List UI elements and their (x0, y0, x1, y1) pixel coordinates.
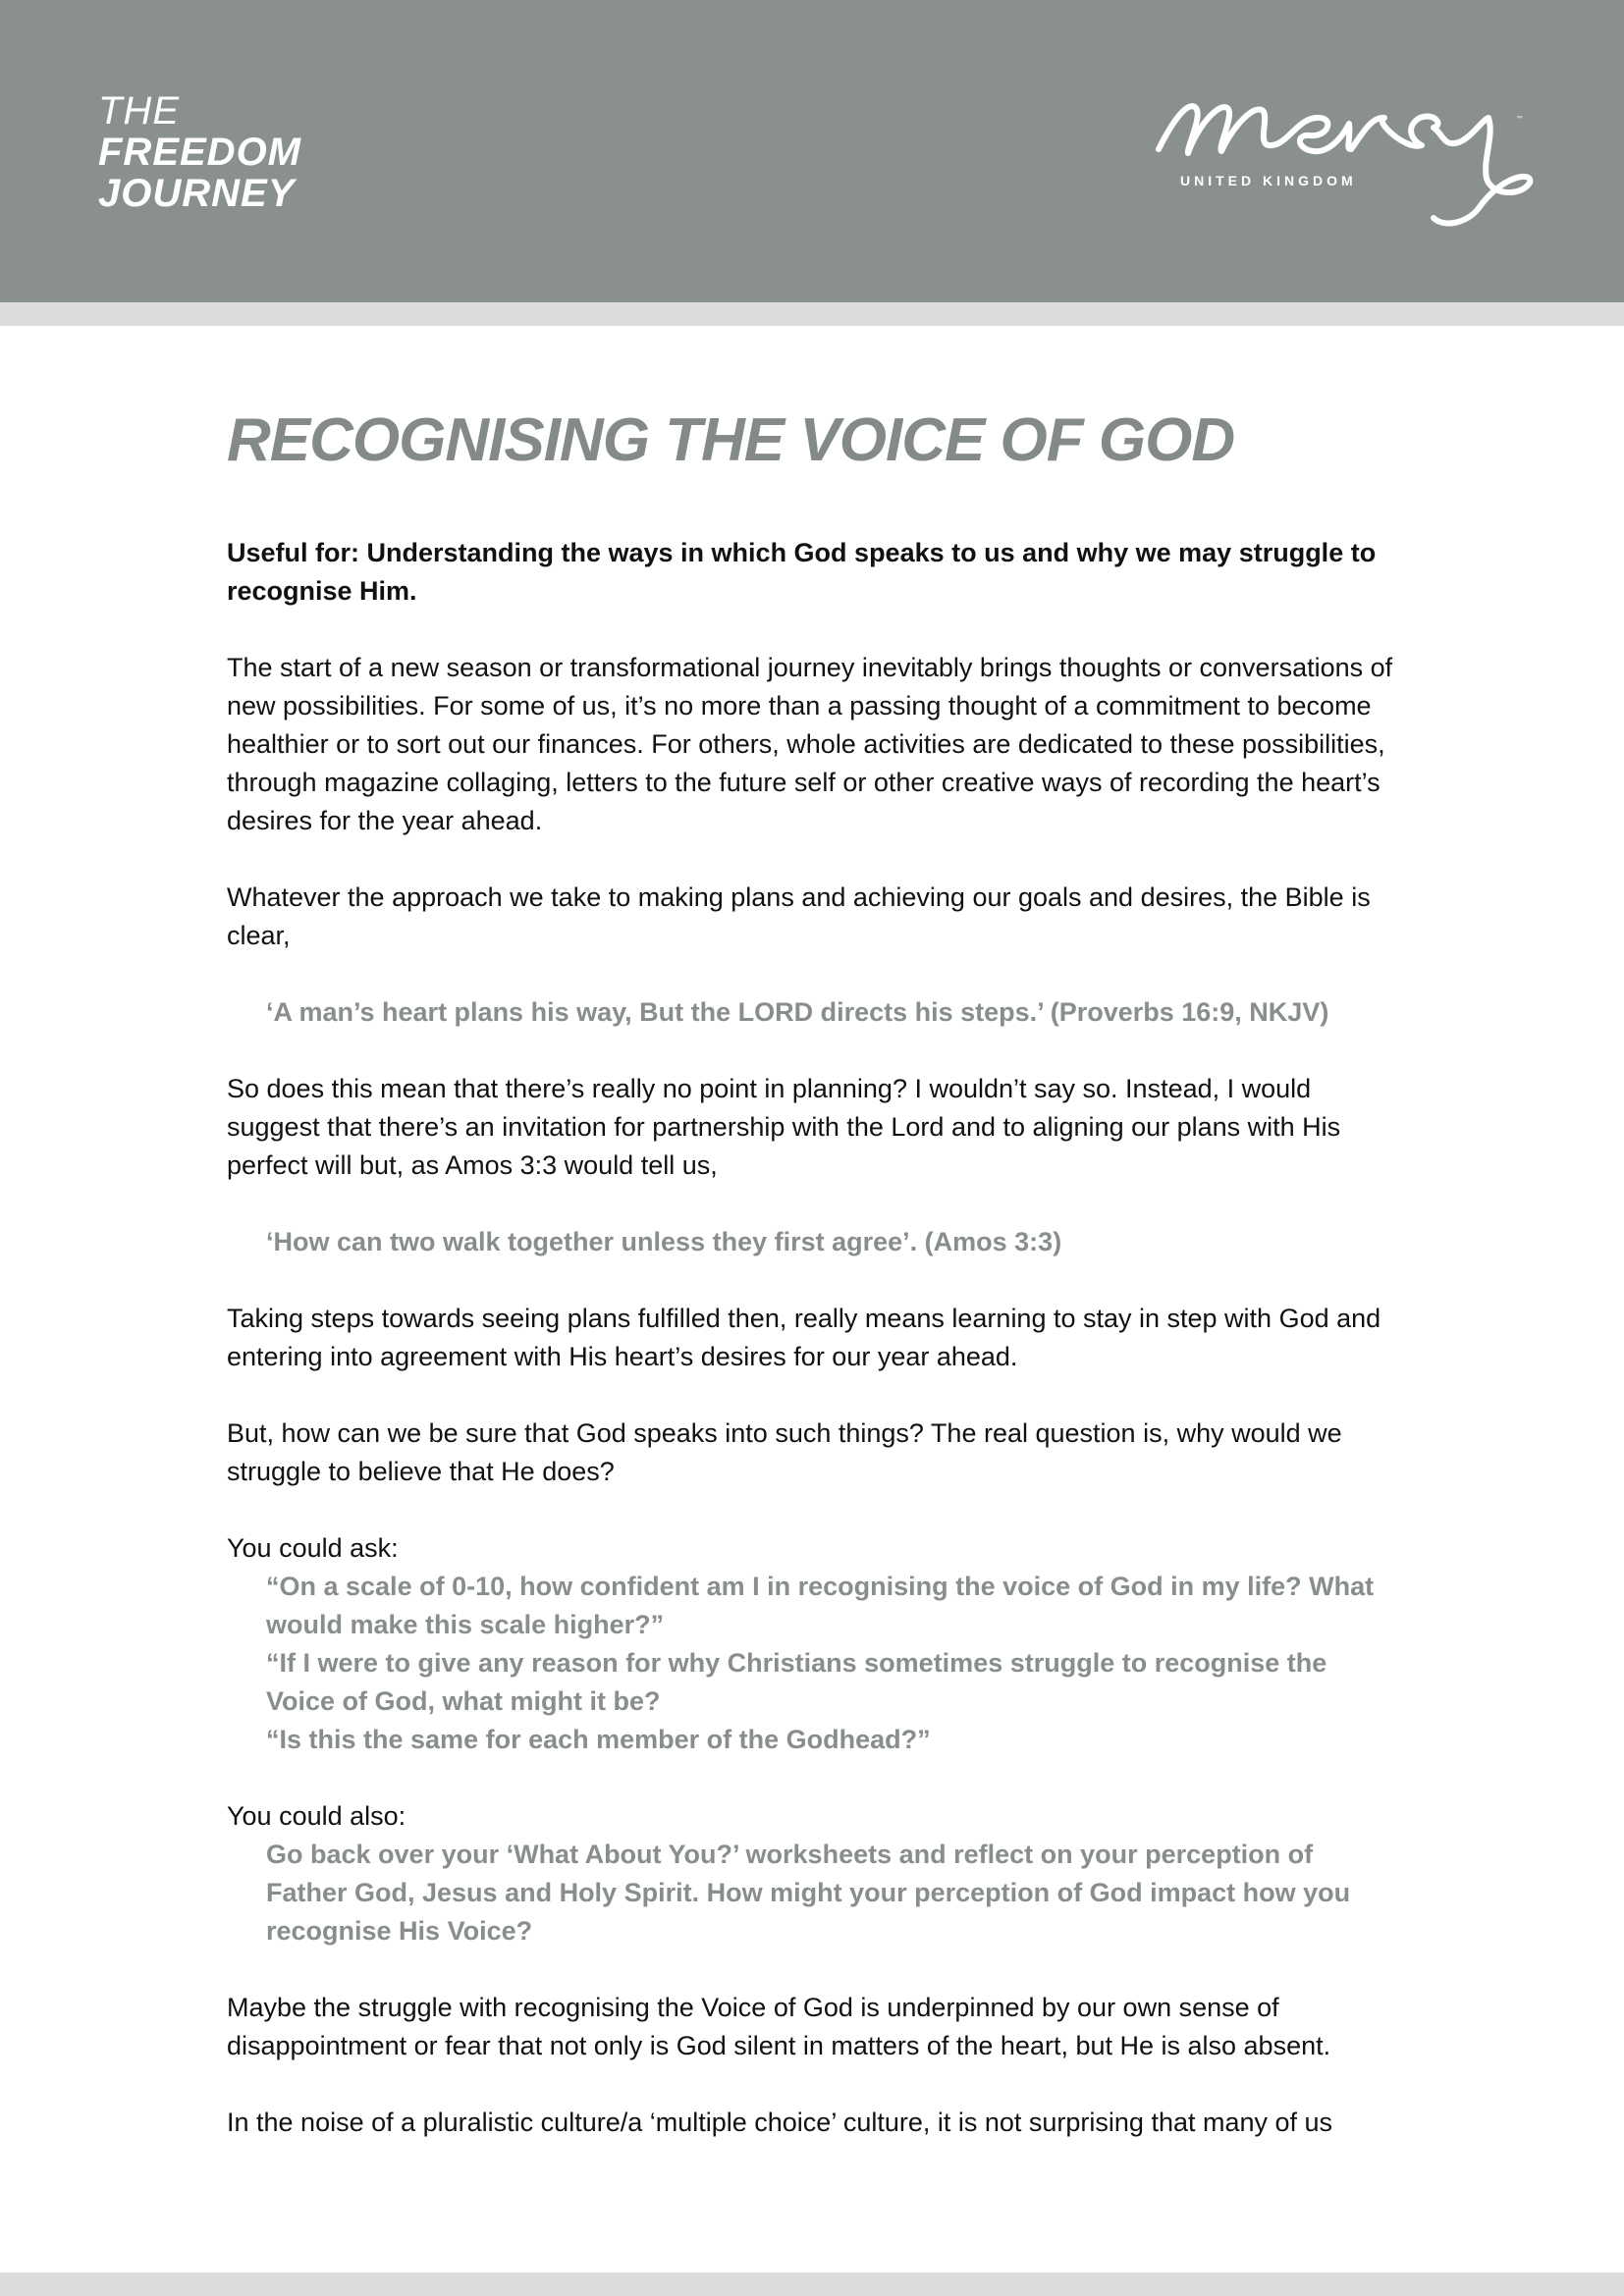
paragraph-1: The start of a new season or transformational journey inevitably brings thoughts or conversations of new possibilities. For some of us, it’s no more than a passing thought of a commitment to become healthier or to sort out our finances. For others, whole activities are dedicated to these possibilities, through magazine collaging, letters to the future self or other creative ways of recording the heart’s desires for the year ahead. (227, 653, 1393, 835)
brand-line-journey: JOURNEY (98, 172, 296, 215)
quote-proverbs: ‘A man’s heart plans his way, But the LORD directs his steps.’ (Proverbs 16:9, NKJV) (266, 997, 1329, 1027)
paragraph-4: Taking steps towards seeing plans fulfilled then, really means learning to stay in step with God and entering into agreement with His heart’s desires for our year ahead. (227, 1304, 1381, 1371)
ask-lead: You could ask: (227, 1533, 399, 1563)
ask-question-3: “Is this the same for each member of the Godhead?” (266, 1725, 931, 1754)
logo-tm: ™ (1516, 115, 1524, 124)
quote-amos: ‘How can two walk together unless they first agree’. (Amos 3:3) (266, 1227, 1062, 1256)
document-body (227, 399, 1395, 2180)
header-divider-band (0, 302, 1624, 326)
mercy-logo (1149, 80, 1542, 238)
ask-question-1: “On a scale of 0-10, how confident am I in recognising the voice of God in my life? What would make this scale higher?” (266, 1572, 1375, 1639)
ask-section (227, 1529, 1395, 1759)
also-section (227, 1797, 1395, 1950)
paragraph-3: So does this mean that there’s really no point in planning? I wouldn’t say so. Instead, I would suggest that there’s an invitation for partnership with the Lord and to aligning our plans with His perfect will but, as Amos 3:3 would tell us, (227, 1074, 1341, 1180)
also-lead: You could also: (227, 1801, 406, 1831)
logo-subtitle: UNITED KINGDOM (1180, 173, 1357, 188)
ask-question-2: “If I were to give any reason for why Christians sometimes struggle to recognise the Voice of God, what might it be? (266, 1648, 1327, 1716)
freedom-journey-logo (98, 90, 301, 214)
page-title: RECOGNISING THE VOICE OF GOD (227, 406, 1235, 474)
brand-line-the: THE (98, 89, 180, 133)
footer-band (0, 2272, 1624, 2296)
paragraph-5: But, how can we be sure that God speaks into such things? The real question is, why would we struggle to believe that He does? (227, 1418, 1342, 1486)
paragraph-6: Maybe the struggle with recognising the Voice of God is underpinned by our own sense of disappointment or fear that not only is God silent in matters of the heart, but He is also absent. (227, 1993, 1331, 2060)
also-text: Go back over your ‘What About You?’ worksheets and reflect on your perception of Father God, Jesus and Holy Spirit. How might your perception of God impact how you recognise His Voice? (266, 1840, 1351, 1946)
paragraph-7: In the noise of a pluralistic culture/a ‘multiple choice’ culture, it is not surprising that many of us (227, 2108, 1333, 2137)
brand-line-freedom: FREEDOM (98, 131, 301, 174)
useful-for-text: Useful for: Understanding the ways in which God speaks to us and why we may struggle to recognise Him. (227, 538, 1377, 606)
paragraph-2: Whatever the approach we take to making plans and achieving our goals and desires, the Bible is clear, (227, 882, 1371, 950)
page-header (0, 0, 1624, 302)
